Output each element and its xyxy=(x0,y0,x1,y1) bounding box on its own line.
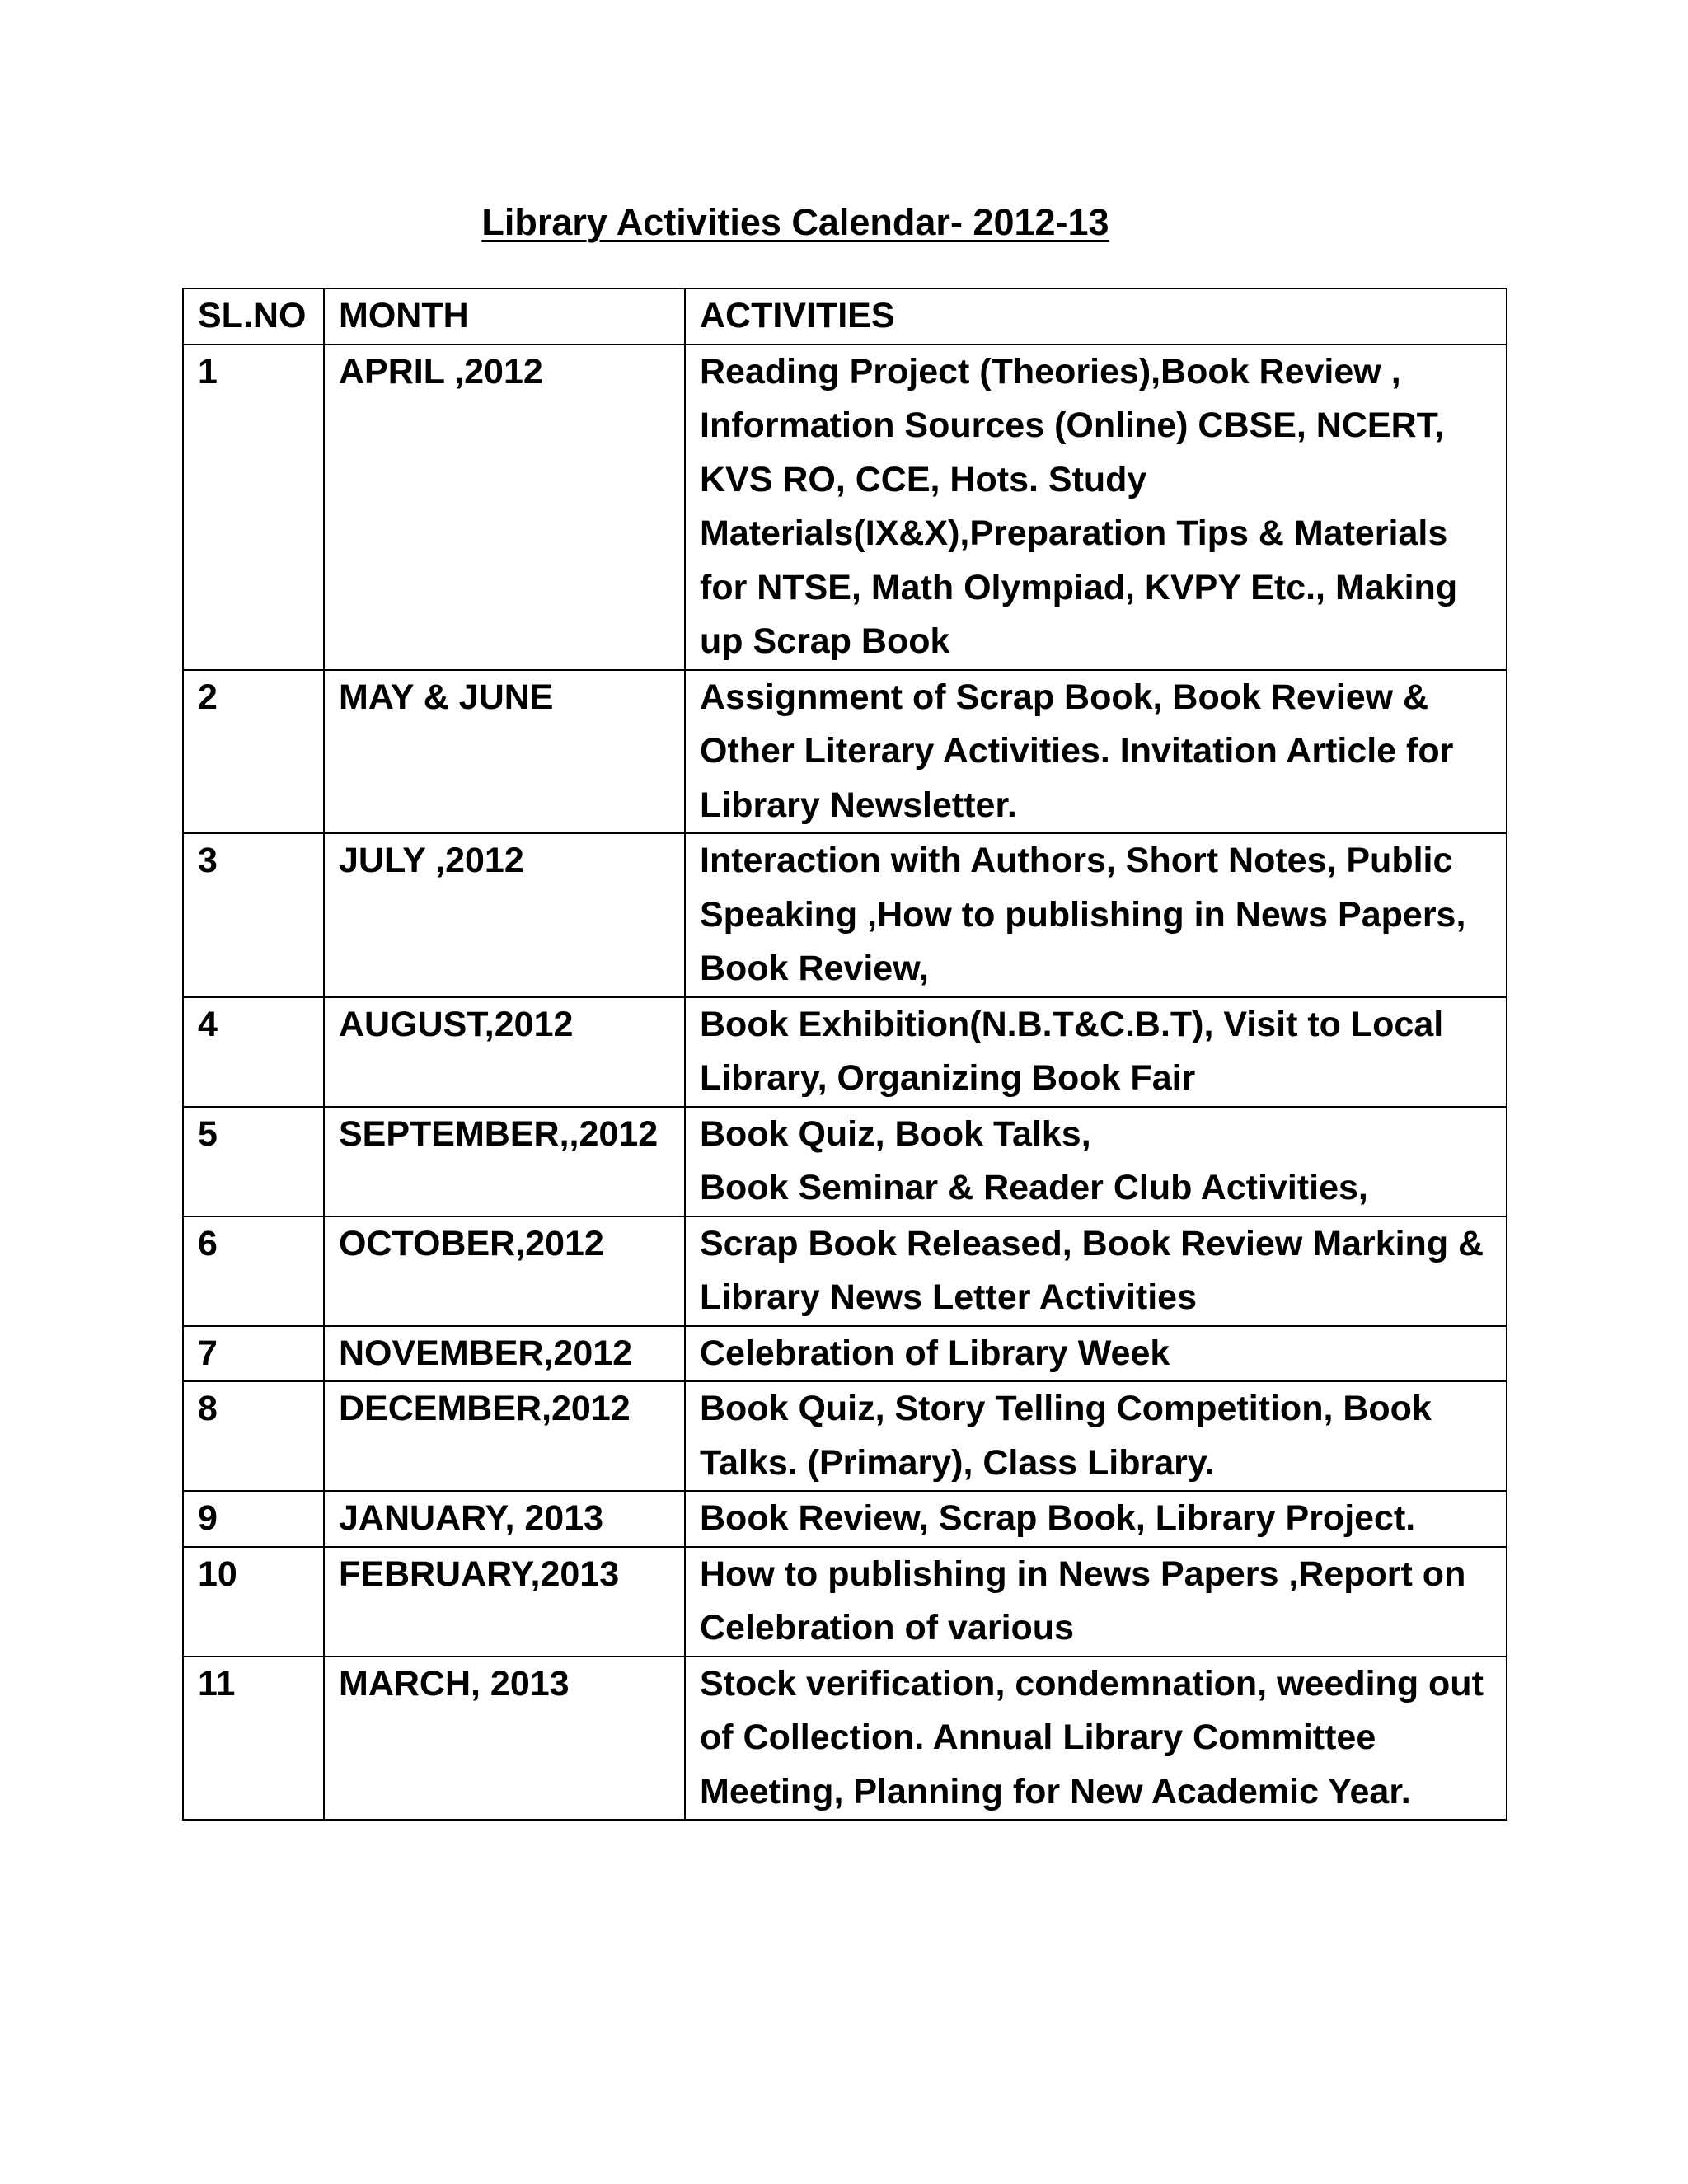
cell-month: AUGUST,2012 xyxy=(324,997,685,1107)
table-row xyxy=(183,1326,1507,1382)
cell-activities: Celebration of Library Week xyxy=(685,1326,1507,1382)
cell-slno: 3 xyxy=(183,833,324,997)
cell-month: MARCH, 2013 xyxy=(324,1657,685,1821)
table-row xyxy=(183,1381,1507,1491)
cell-activities: Book Review, Scrap Book, Library Project. xyxy=(685,1491,1507,1547)
cell-month: NOVEMBER,2012 xyxy=(324,1326,685,1382)
cell-slno: 9 xyxy=(183,1491,324,1547)
table-row xyxy=(183,1107,1507,1216)
table-row xyxy=(183,833,1507,997)
cell-slno: 2 xyxy=(183,670,324,834)
table-row xyxy=(183,1491,1507,1547)
header-activities: ACTIVITIES xyxy=(685,288,1507,344)
cell-activities: Book Quiz, Story Telling Competition, Book Talks. (Primary), Class Library. xyxy=(685,1381,1507,1491)
cell-activities: Book Exhibition(N.B.T&C.B.T), Visit to Local Library, Organizing Book Fair xyxy=(685,997,1507,1107)
cell-activities: Interaction with Authors, Short Notes, Public Speaking ,How to publishing in News Papers, Book Review, xyxy=(685,833,1507,997)
cell-month: JANUARY, 2013 xyxy=(324,1491,685,1547)
cell-activities: How to publishing in News Papers ,Report on Celebration of various xyxy=(685,1547,1507,1657)
cell-slno: 1 xyxy=(183,344,324,670)
table-row xyxy=(183,1657,1507,1821)
cell-month: JULY ,2012 xyxy=(324,833,685,997)
header-slno: SL.NO xyxy=(183,288,324,344)
activities-line: Book Seminar & Reader Club Activities, xyxy=(700,1168,1368,1207)
cell-activities: Scrap Book Released, Book Review Marking & Library News Letter Activities xyxy=(685,1216,1507,1326)
cell-slno: 5 xyxy=(183,1107,324,1216)
page-title: Library Activities Calendar- 2012-13 xyxy=(481,201,1109,243)
activities-line: Book Quiz, Book Talks, xyxy=(700,1113,1091,1154)
cell-activities xyxy=(685,1107,1507,1216)
cell-month: MAY & JUNE xyxy=(324,670,685,834)
cell-activities: Reading Project (Theories),Book Review , Information Sources (Online) CBSE, NCERT, KVS RO, CCE, Hots. Study Materials(IX&X),Preparation Tips & Materials for NTSE, Math Olympiad, KVPY Etc., Making up Scrap Book xyxy=(685,344,1507,670)
cell-slno: 7 xyxy=(183,1326,324,1382)
cell-slno: 4 xyxy=(183,997,324,1107)
cell-activities: Assignment of Scrap Book, Book Review & Other Literary Activities. Invitation Article for Library Newsletter. xyxy=(685,670,1507,834)
table-row xyxy=(183,1216,1507,1326)
cell-activities: Stock verification, condemnation, weeding out of Collection. Annual Library Committee Meeting, Planning for New Academic Year. xyxy=(685,1657,1507,1821)
cell-slno: 8 xyxy=(183,1381,324,1491)
table-header-row xyxy=(183,288,1507,344)
cell-month: APRIL ,2012 xyxy=(324,344,685,670)
cell-slno: 6 xyxy=(183,1216,324,1326)
cell-month: OCTOBER,2012 xyxy=(324,1216,685,1326)
cell-month: FEBRUARY,2013 xyxy=(324,1547,685,1657)
table-row xyxy=(183,344,1507,670)
table-row xyxy=(183,997,1507,1107)
table-row xyxy=(183,670,1507,834)
cell-month: DECEMBER,2012 xyxy=(324,1381,685,1491)
activities-table xyxy=(182,288,1507,1821)
header-month: MONTH xyxy=(324,288,685,344)
cell-month: SEPTEMBER,,2012 xyxy=(324,1107,685,1216)
cell-slno: 10 xyxy=(183,1547,324,1657)
table-row xyxy=(183,1547,1507,1657)
cell-slno: 11 xyxy=(183,1657,324,1821)
